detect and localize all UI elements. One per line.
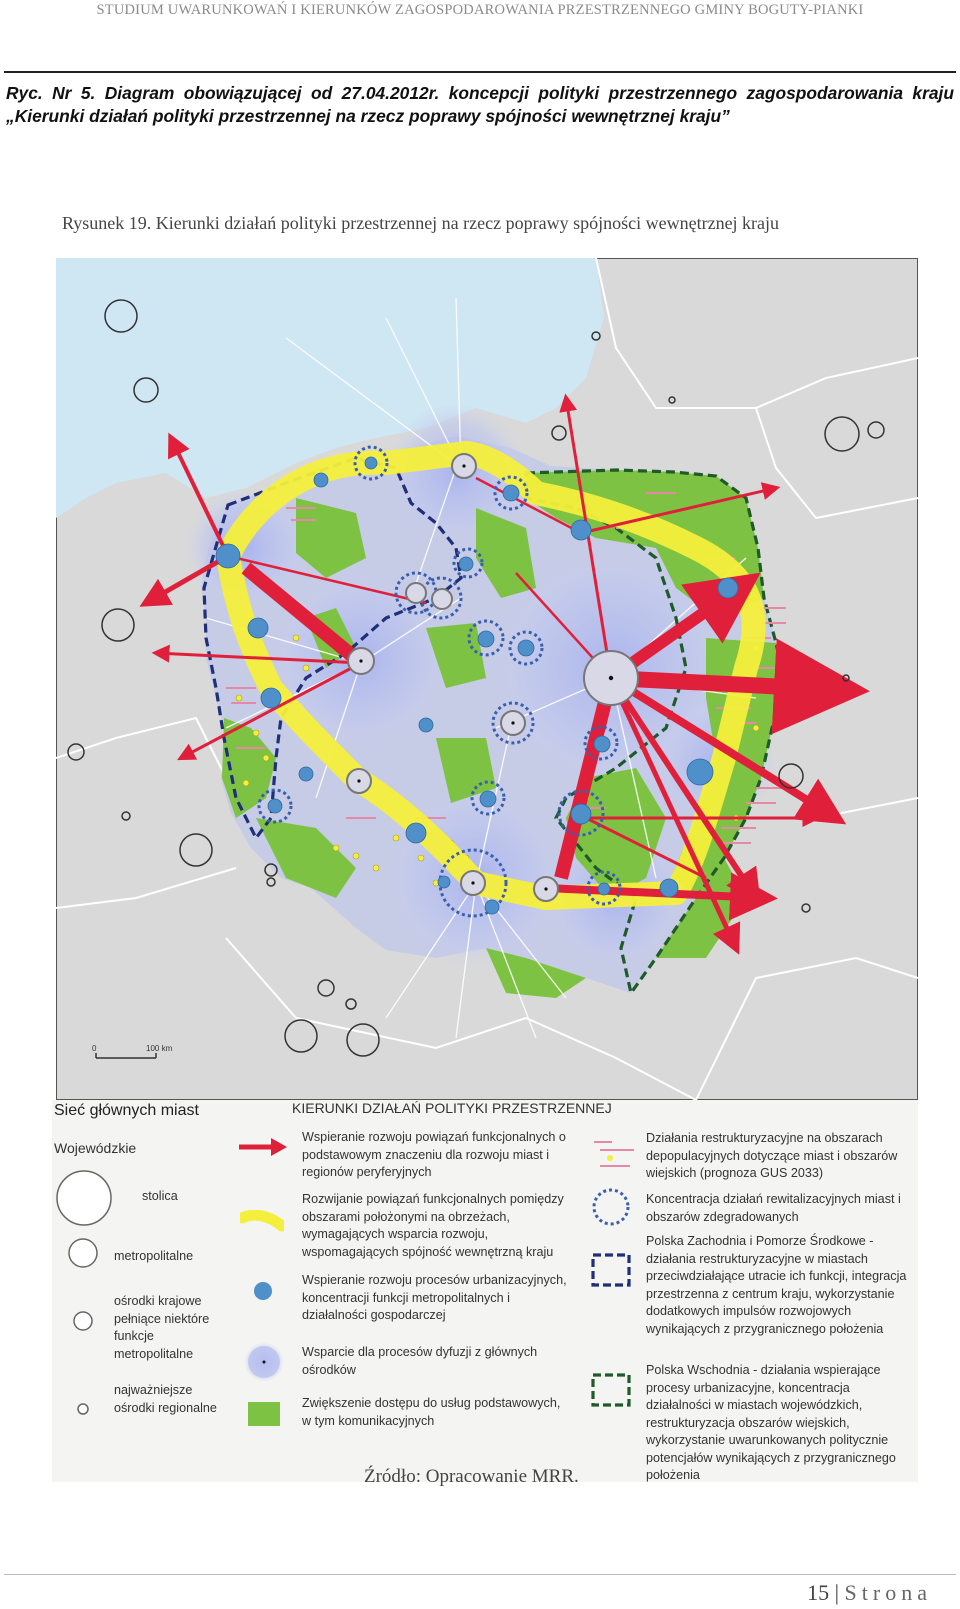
legend-national-centre-symbol <box>72 1310 94 1332</box>
footer-rule <box>4 1574 956 1575</box>
figure-title: Rysunek 19. Kierunki działań polityki przestrzennej na rzecz poprawy spójności wewnętrznej kraju <box>62 213 780 233</box>
page-separator: | <box>834 1580 840 1605</box>
legend-yellow-band-label: Rozwijanie powiązań funkcjonalnych pomiędzy obszarami położonymi na obrzeżach, wymagających wsparcia rozwoju, wspomagających spójność wewnętrzną kraju <box>302 1192 564 1259</box>
legend-hatch-label: Działania restrukturyzacyjne na obszarach depopulacyjnych dotyczące miast i obszarów wiejskich (prognoza GUS 2033) <box>646 1131 898 1180</box>
legend-regional-centre-symbol <box>76 1402 90 1416</box>
legend-hatch-symbol <box>592 1136 636 1172</box>
legend-red-arrow-symbol <box>237 1136 289 1158</box>
legend-red-arrow-label: Wspieranie rozwoju powiązań funkcjonalnych o podstawowym znaczeniu dla rozwoju miast i regionów peryferyjnych <box>302 1130 566 1179</box>
legend-capital-label: stolica <box>142 1189 178 1203</box>
legend-city-network-title: Sieć głównych miast <box>54 1102 199 1119</box>
legend-blue-dot-symbol <box>252 1280 274 1302</box>
header-rule <box>4 71 956 73</box>
legend-east-boundary-symbol <box>590 1372 632 1408</box>
legend-national-centre-label: ośrodki krajowe pełniące niektóre funkcje metropolitalne <box>114 1294 210 1361</box>
legend-blue-dot-label: Wspieranie rozwoju procesów urbanizacyjnych, koncentracji funkcji metropolitalnych i działalności gospodarczej <box>302 1273 567 1322</box>
legend-west-boundary-label: Polska Zachodnia i Pomorze Środkowe - działania restrukturyzacyjne w miastach przeciwdziałające utracie ich funkcji, integracja przestrzenna z centrum kraju, wykorzystanie dodatkowych impulsów rozwojowych wynikających z przygranicznego położenia <box>646 1234 907 1336</box>
figure-caption: Ryc. Nr 5. Diagram obowiązującej od 27.04.2012r. koncepcji polityki przestrzennego zagospodarowania kraju „Kierunki działań polityki przestrzennej na rzecz poprawy spójności wewnętrznej kraju” <box>6 83 954 126</box>
map-legend <box>52 1100 918 1482</box>
page-word: Strona <box>844 1580 932 1605</box>
scale-label: 100 km <box>146 1044 173 1053</box>
legend-green-area-label: Zwiększenie dostępu do usług podstawowych, w tym komunikacyjnych <box>302 1396 561 1428</box>
legend-voivodeship-label: Wojewódzkie <box>54 1140 137 1156</box>
legend-metropolitan-label: metropolitalne <box>114 1249 194 1263</box>
legend-halo-symbol <box>242 1340 286 1384</box>
legend-west-boundary-symbol <box>590 1252 632 1288</box>
legend-east-boundary-label: Polska Wschodnia - działania wspierające procesy urbanizacyjne, koncentracja działalności w miastach wojewódzkich, restrukturyzacja obszarów wiejskich, wykorzystanie uwarunkowanych politycznie potencjałów wynikających z przygranicznego położenia <box>646 1363 896 1482</box>
page-number: 15 <box>807 1580 830 1605</box>
legend-metropolitan-symbol <box>66 1236 100 1270</box>
figure-source: Źródło: Opracowanie MRR. <box>364 1466 579 1487</box>
running-header: STUDIUM UWARUNKOWAŃ I KIERUNKÓW ZAGOSPODAROWANIA PRZESTRZENNEGO GMINY BOGUTY-PIANKI <box>96 2 864 18</box>
legend-revitalisation-symbol <box>590 1186 632 1228</box>
figure <box>42 200 920 1530</box>
legend-policy-title: KIERUNKI DZIAŁAŃ POLITYKI PRZESTRZENNEJ <box>292 1100 612 1116</box>
page-footer <box>807 1580 932 1606</box>
legend-halo-label: Wsparcie dla procesów dyfuzji z głównych ośrodków <box>302 1345 538 1377</box>
legend-capital-symbol <box>54 1168 114 1228</box>
poland-policy-map <box>56 258 918 1100</box>
legend-yellow-band-symbol <box>240 1210 284 1240</box>
legend-regional-centre-label: najważniejsze ośrodki regionalne <box>114 1383 217 1415</box>
legend-green-area-symbol <box>246 1400 282 1428</box>
scale-zero: 0 <box>92 1044 97 1053</box>
legend-revitalisation-label: Koncentracja działań rewitalizacyjnych miast i obszarów zdegradowanych <box>646 1192 901 1224</box>
